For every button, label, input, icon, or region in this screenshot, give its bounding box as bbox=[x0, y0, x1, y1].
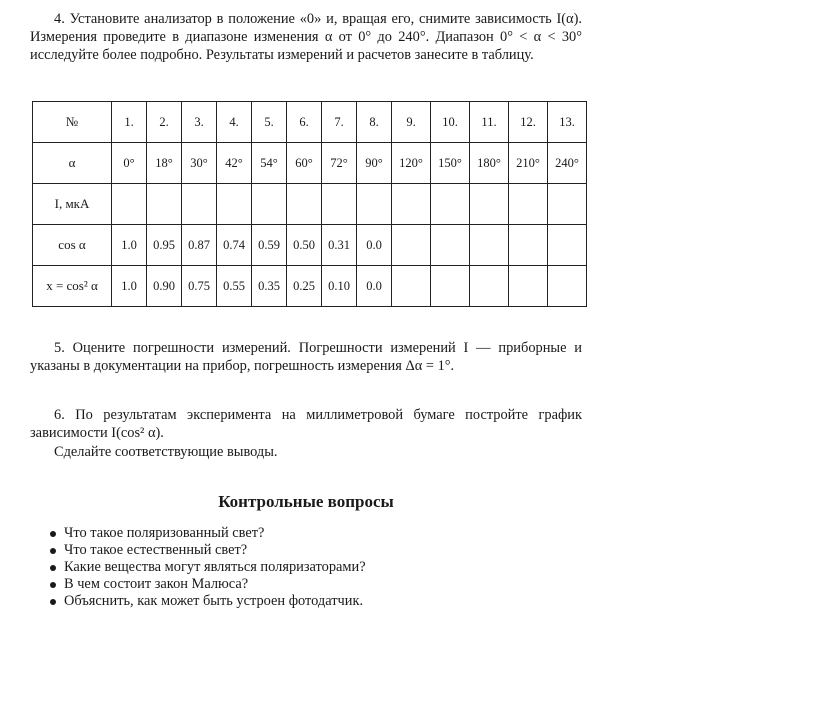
bullet-icon bbox=[50, 548, 56, 554]
table-cell bbox=[509, 266, 548, 307]
bullet-icon bbox=[50, 599, 56, 605]
table-cell: 30° bbox=[182, 143, 217, 184]
table-row bbox=[33, 225, 587, 266]
row-header: I, мкА bbox=[33, 184, 112, 225]
table-cell: 0.35 bbox=[252, 266, 287, 307]
table-cell: 4. bbox=[217, 102, 252, 143]
question-item bbox=[42, 542, 366, 559]
table-cell bbox=[470, 184, 509, 225]
table-row bbox=[33, 266, 587, 307]
row-header: cos α bbox=[33, 225, 112, 266]
table-cell bbox=[431, 225, 470, 266]
table-cell: 0.90 bbox=[147, 266, 182, 307]
question-text: Что такое естественный свет? bbox=[64, 542, 248, 558]
table-cell: 0.25 bbox=[287, 266, 322, 307]
table-cell bbox=[470, 225, 509, 266]
table-cell bbox=[548, 184, 587, 225]
table-row bbox=[33, 184, 587, 225]
table-cell: 0.59 bbox=[252, 225, 287, 266]
table-cell: 0° bbox=[112, 143, 147, 184]
table-cell bbox=[431, 266, 470, 307]
control-questions-list bbox=[42, 525, 366, 610]
table-cell: 5. bbox=[252, 102, 287, 143]
table-cell: 0.31 bbox=[322, 225, 357, 266]
table-cell: 180° bbox=[470, 143, 509, 184]
table-cell bbox=[392, 184, 431, 225]
table-cell: 1. bbox=[112, 102, 147, 143]
question-item bbox=[42, 559, 366, 576]
table-cell bbox=[182, 184, 217, 225]
table-cell: 0.75 bbox=[182, 266, 217, 307]
table-cell: 3. bbox=[182, 102, 217, 143]
table-cell bbox=[252, 184, 287, 225]
table-cell: 60° bbox=[287, 143, 322, 184]
table-cell: 18° bbox=[147, 143, 182, 184]
table-cell: 2. bbox=[147, 102, 182, 143]
table-cell: 10. bbox=[431, 102, 470, 143]
table-cell: 42° bbox=[217, 143, 252, 184]
question-text: Какие вещества могут являться поляризаторами? bbox=[64, 559, 366, 575]
table-cell: 9. bbox=[392, 102, 431, 143]
table-cell bbox=[470, 266, 509, 307]
question-text: Объяснить, как может быть устроен фотодатчик. bbox=[64, 593, 364, 609]
item-6-paragraph: 6. По результатам эксперимента на миллиметровой бумаге постройте график зависимости I(cos² α). bbox=[30, 407, 582, 441]
item-5-paragraph: 5. Оцените погрешности измерений. Погрешности измерений I — приборные и указаны в документации на прибор, погрешность измерения Δα = 1°. bbox=[30, 340, 582, 374]
table-cell: 0.50 bbox=[287, 225, 322, 266]
item-6-conclusion: Сделайте соответствующие выводы. bbox=[54, 444, 278, 460]
table-cell: 0.0 bbox=[357, 225, 392, 266]
table-cell: 240° bbox=[548, 143, 587, 184]
table-cell: 1.0 bbox=[112, 225, 147, 266]
table-cell bbox=[509, 184, 548, 225]
table-cell bbox=[431, 184, 470, 225]
table-cell: 1.0 bbox=[112, 266, 147, 307]
table-cell: 11. bbox=[470, 102, 509, 143]
table-cell bbox=[548, 225, 587, 266]
row-header: x = cos² α bbox=[33, 266, 112, 307]
table-cell bbox=[548, 266, 587, 307]
measurement-table bbox=[32, 101, 587, 307]
table-cell bbox=[112, 184, 147, 225]
question-text: Что такое поляризованный свет? bbox=[64, 525, 265, 541]
table-cell: 0.0 bbox=[357, 266, 392, 307]
question-item bbox=[42, 525, 366, 542]
question-item bbox=[42, 576, 366, 593]
item-4-paragraph: 4. Установите анализатор в положение «0» и, вращая его, снимите зависимость I(α). Измерения проведите в диапазоне изменения α от 0° до 240°. Диапазон 0° < α < 30° исследуйте более подробно. Результаты измерений и расчетов занесите в таблицу. bbox=[30, 11, 582, 63]
table-cell bbox=[392, 266, 431, 307]
table-cell: 120° bbox=[392, 143, 431, 184]
table-cell: 210° bbox=[509, 143, 548, 184]
row-header: № bbox=[33, 102, 112, 143]
bullet-icon bbox=[50, 565, 56, 571]
table-cell bbox=[509, 225, 548, 266]
table-cell: 90° bbox=[357, 143, 392, 184]
table-row bbox=[33, 143, 587, 184]
table-cell: 0.74 bbox=[217, 225, 252, 266]
table-cell: 0.10 bbox=[322, 266, 357, 307]
table-cell: 13. bbox=[548, 102, 587, 143]
table-cell bbox=[322, 184, 357, 225]
table-cell: 0.87 bbox=[182, 225, 217, 266]
bullet-icon bbox=[50, 582, 56, 588]
table-cell: 7. bbox=[322, 102, 357, 143]
table-cell: 0.95 bbox=[147, 225, 182, 266]
table-row bbox=[33, 102, 587, 143]
table-cell: 150° bbox=[431, 143, 470, 184]
bullet-icon bbox=[50, 531, 56, 537]
table-cell: 8. bbox=[357, 102, 392, 143]
question-text: В чем состоит закон Малюса? bbox=[64, 576, 249, 592]
control-questions-title: Контрольные вопросы bbox=[218, 492, 394, 511]
question-item bbox=[42, 593, 366, 610]
table-cell bbox=[357, 184, 392, 225]
table-cell: 0.55 bbox=[217, 266, 252, 307]
table-cell: 12. bbox=[509, 102, 548, 143]
row-header: α bbox=[33, 143, 112, 184]
table-cell: 6. bbox=[287, 102, 322, 143]
table-cell bbox=[392, 225, 431, 266]
table-cell bbox=[287, 184, 322, 225]
table-cell bbox=[217, 184, 252, 225]
table-cell bbox=[147, 184, 182, 225]
table-cell: 54° bbox=[252, 143, 287, 184]
table-cell: 72° bbox=[322, 143, 357, 184]
